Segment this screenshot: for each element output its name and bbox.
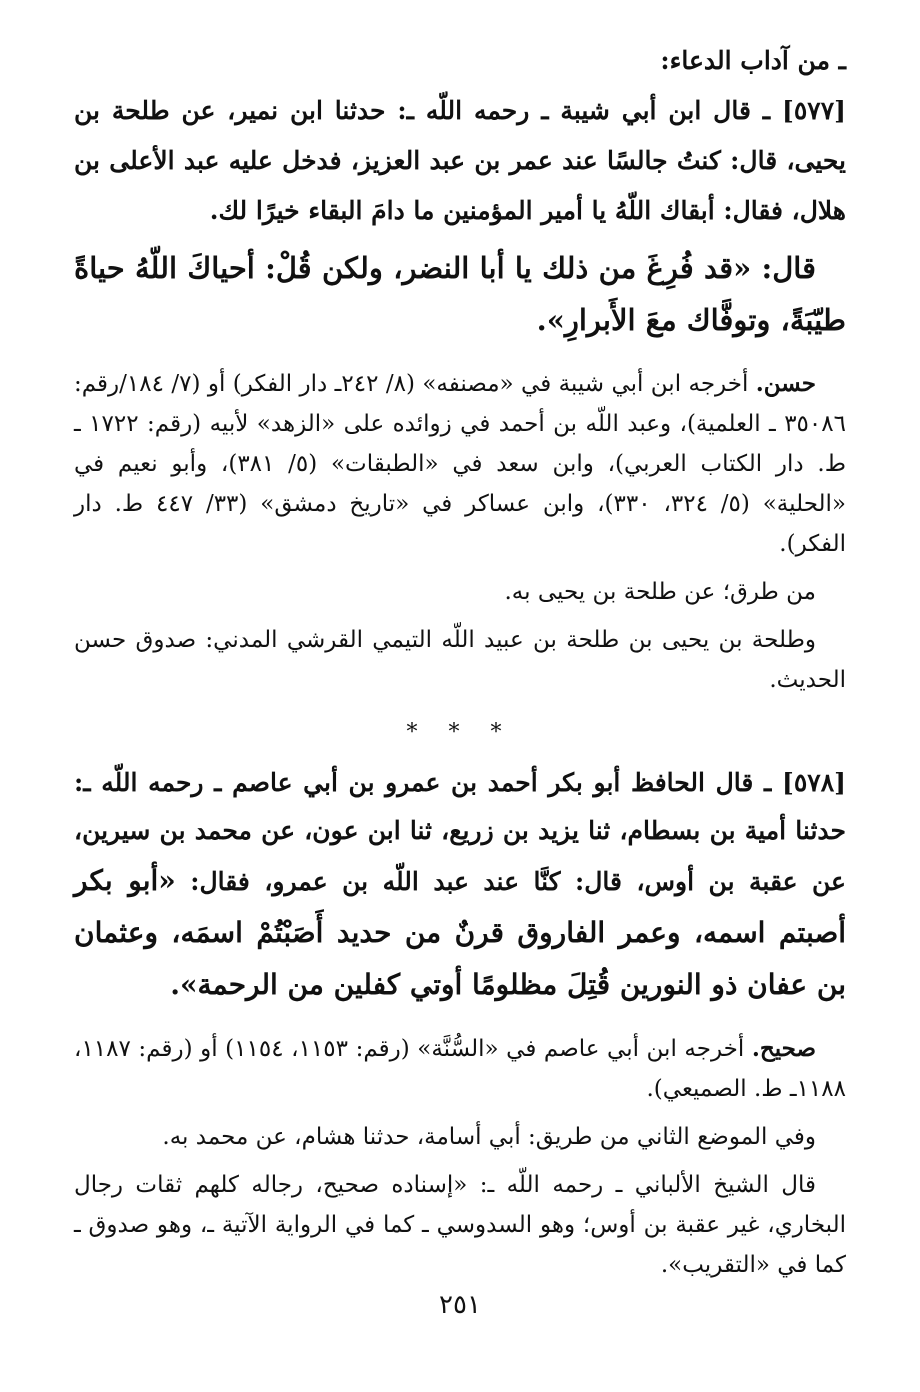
hadith-577-takhrij-text: أخرجه ابن أبي شيبة في «مصنفه» (٨/ ٢٤٢ـ دار الفكر) أو (٧/ ١٨٤/رقم: ٣٥٠٨٦ ـ العلمية)، وعبد اللّه بن أحمد في زوائده على «الزهد» لأبيه (رقم: ١٧٢٢ ـ ط. دار الكتاب العربي)، وابن سعد في «الطبقات» (٥/ ٣٨١)، وأبو نعيم في «الحلية» (٥/ ٣٢٤، ٣٣٠)، وابن عساكر في «تاريخ دمشق» (٣٣/ ٤٤٧ ط. دار الفكر).: [74, 371, 847, 557]
hadith-577-matn: قال: «قد فُرِغَ من ذلك يا أبا النضر، ولكن قُلْ: أحياكَ اللّهُ حياةً طيّبَةً، وتوفَّاك معَ الأَبرارِ».: [74, 251, 846, 337]
hadith-578-matn: «أبو بكر أصبتم اسمه، وعمر الفاروق قرنٌ من حديد أَصَبْتُمْ اسمَه، وعثمان بن عفان ذو النورين قُتِلَ مظلومًا أوتي كفلين من الرحمة».: [74, 864, 846, 1001]
hadith-577-isnad: [74, 86, 846, 236]
hadith-577-note-2: وطلحة بن يحيى بن طلحة بن عبيد اللّه التيمي القرشي المدني: صدوق حسن الحديث.: [74, 627, 846, 693]
section-separator: * * *: [406, 720, 514, 745]
hadith-577-takhrij: [74, 364, 846, 564]
hadith-578-takhrij-text: أخرجه ابن أبي عاصم في «السُّنَّة» (رقم: ١١٥٣، ١١٥٤) أو (رقم: ١١٨٧، ١١٨٨ـ ط. الصميعي).: [74, 1036, 846, 1102]
hadith-578-note-2: قال الشيخ الألباني ـ رحمه اللّه ـ: «إسناده صحيح، رجاله كلهم ثقات رجال البخاري، غير عقبة بن أوس؛ وهو السدوسي ـ كما في الرواية الآتية ـ، وهو صدوق ـ كما في «التقريب».: [74, 1172, 846, 1278]
hadith-578-note-1: وفي الموضع الثاني من طريق: أبي أسامة، حدثنا هشام، عن محمد به.: [162, 1124, 816, 1150]
hadith-577-number: [٥٧٧]: [782, 96, 846, 125]
hadith-578-isnad: [74, 759, 846, 1011]
page-number: ٢٥١: [439, 1290, 481, 1320]
hadith-578-isnad-text: ـ قال الحافظ أبو بكر أحمد بن عمرو بن أبي عاصم ـ رحمه اللّه ـ: حدثنا أمية بن بسطام، ثنا يزيد بن زريع، ثنا ابن عون، عن محمد بن سيرين، عن عقبة بن أوس، قال: كنَّا عند عبد اللّه بن عمرو، فقال:: [74, 768, 846, 896]
hadith-577-grade: حسن.: [755, 370, 816, 397]
hadith-577-note-1: من طرق؛ عن طلحة بن يحيى به.: [504, 579, 816, 605]
hadith-578-number: [٥٧٨]: [782, 768, 846, 797]
hadith-578-takhrij: [74, 1029, 846, 1109]
section-heading: ـ من آداب الدعاء:: [660, 46, 846, 75]
hadith-577-isnad-text: ـ قال ابن أبي شيبة ـ رحمه اللّه ـ: حدثنا ابن نمير، عن طلحة بن يحيى، قال: كنتُ جالسًا عند عمر بن عبد العزيز، فدخل عليه عبد الأعلى بن هلال، فقال: أبقاك اللّهُ يا أمير المؤمنين ما دامَ البقاء خيرًا لك.: [74, 96, 846, 225]
hadith-578-grade: صحيح.: [751, 1035, 817, 1062]
